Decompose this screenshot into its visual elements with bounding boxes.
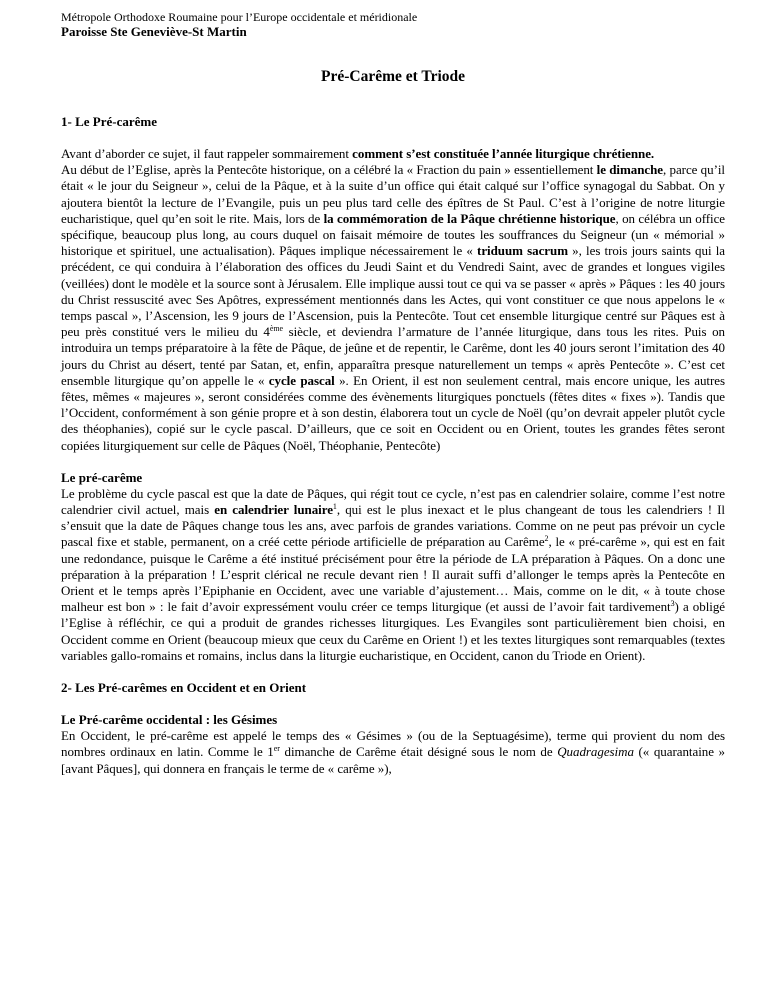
section-heading-pre-caremes: 2- Les Pré-carêmes en Occident et en Orient xyxy=(61,680,307,696)
section-heading-pre-careme: 1- Le Pré-carême xyxy=(61,114,157,129)
organization-header: Métropole Orthodoxe Roumaine pour l’Europe occidentale et méridionale xyxy=(61,10,418,24)
paragraph-gesimes: En Occident, le pré-carême est appelé le temps des « Gésimes » (ou de la Septuagésime), terme qui provient du nom des nombres ordinaux en latin. Comme le 1er dimanche de Carême était désigné sous le nom de Quadragesima (« quarantaine » [avant Pâques], qui donnera en français le terme de « carême »), xyxy=(61,728,725,776)
document-page xyxy=(61,10,725,777)
document-title: Pré-Carême et Triode xyxy=(320,68,466,85)
paragraph-pre-careme: Le problème du cycle pascal est que la date de Pâques, qui régit tout ce cycle, n’est pas en calendrier solaire, comme l’est notre calendrier civil actuel, mais en calendrier lunaire$^1$, qui est le plus inexact et le plus changeant de tous les calendriers ! Il s’ensuit que la date de Pâques change tous les ans, avec parfois de grandes variations. Comme on ne peut pas prévoir un cycle pascal fixe et stable, permanent, on a créé cette période artificielle de préparation au Carême$^2$, le « pré-carême », qui est en fait une redondance, puisque le Carême a été institué précisément pour être la période de LA préparation à Pâques. On a donc une préparation à la préparation ! L’esprit clérical ne recule devant rien ! Il aurait suffi d’allonger le temps après la Pentecôte en Orient et le temps après l’Epiphanie en Occident, avec une variable d’ajustement… Mais, comme on le dit, « à toute chose malheur est bon » : le fait d’avoir expressément voulu créer ce temps liturgique (et aussi de l’avoir fait tardivement$^3$) a obligé l’Eglise à réfléchir, ce qui a produit de grandes richesses liturgiques. Les Evangiles sont particulièrement bien choisi, en Occident comme en Orient (beaucoup mieux que ceux du Carême en Orient !) et les textes liturgiques sont remarquables (textes variables gallo-romains et romains, inclus dans la liturgie eucharistique, en Occident, canon du Triode en Orient). xyxy=(61,485,725,663)
subheading-le-pre-careme: Le pré-carême xyxy=(61,469,143,485)
paragraph-annee-liturgique: Avant d’aborder ce sujet, il faut rappeler sommairement comment s’est constituée l’année liturgique chrétienne. Au début de l’Eglise, après la Pentecôte historique, on a célébré la « Fraction du pain » essentiellement le dimanche, parce qu’il était « le jour du Seigneur », celui de la Pâque, et à la suite d’un office qui était calqué sur l’office synagogal du Sabbat. On y ajoutera bientôt la lecture de l’Evangile, puis un peu plus tard celle des épîtres de St Paul. C’est à l’origine de notre liturgie eucharistique, quel qu’en soit le rite. Mais, lors de la commémoration de la Pâque chrétienne historique, on célébra un office spécifique, beaucoup plus long, au cours duquel on faisait mémoire de toutes les souffrances du Seigneur (un « mémorial » historique et spirituel, une actualisation). Pâques implique nécessairement le « triduum sacrum », les trois jours saints qui la précédent, ce qui conduira à l’élaboration des offices du Jeudi Saint et du Vendredi Saint, avec de grandes et longues vigiles (veillées) dont le modèle et la source sont à Jérusalem. Elle implique aussi tout ce qui va se passer « après » Pâques : les 40 jours du Christ ressuscité avec Ses Apôtres, expressément mentionnés dans les Actes, qui vont constituer ce que nous appelons le « temps pascal », l’Ascension, les 9 jours de l’Ascension, puis la Pentecôte. Tout cet ensemble liturgique centré sur Pâques est à peu près constitué vers le milieu du 4ème siècle, et deviendra l’armature de l’année liturgique, dans tous les rites. Puis on introduira un temps préparatoire à la fête de Pâque, de jeûne et de repentir, le Carême, dont les 40 jours seront l’imitation des 40 jours du Christ au désert, tenté par Satan, et, enfin, apparaîtra presque naturellement un temps « après Pentecôte ». C’est cet ensemble liturgique qu’on appelle le « cycle pascal ». En Orient, il est non seulement central, mais encore unique, les autres fêtes, mêmes « majeures », seront considérées comme des évènements liturgiques ponctuels (fêtes dites « fixes »). Tandis que l’Occident, conformément à son génie propre et à son destin, élaborera tout un cycle de Noël (qu’on devrait appeler plutôt cycle des théophanies), copié sur le cycle pascal. D’ailleurs, que ce soit en Occident ou en Orient, toutes les grandes fêtes seront copiées liturgiquement sur celle de Pâques (Noël, Théophanie, Pentecôte) xyxy=(61,146,726,453)
parish-name: Paroisse Ste Geneviève-St Martin xyxy=(61,24,247,39)
subheading-gesimes: Le Pré-carême occidental : les Gésimes xyxy=(61,712,278,728)
